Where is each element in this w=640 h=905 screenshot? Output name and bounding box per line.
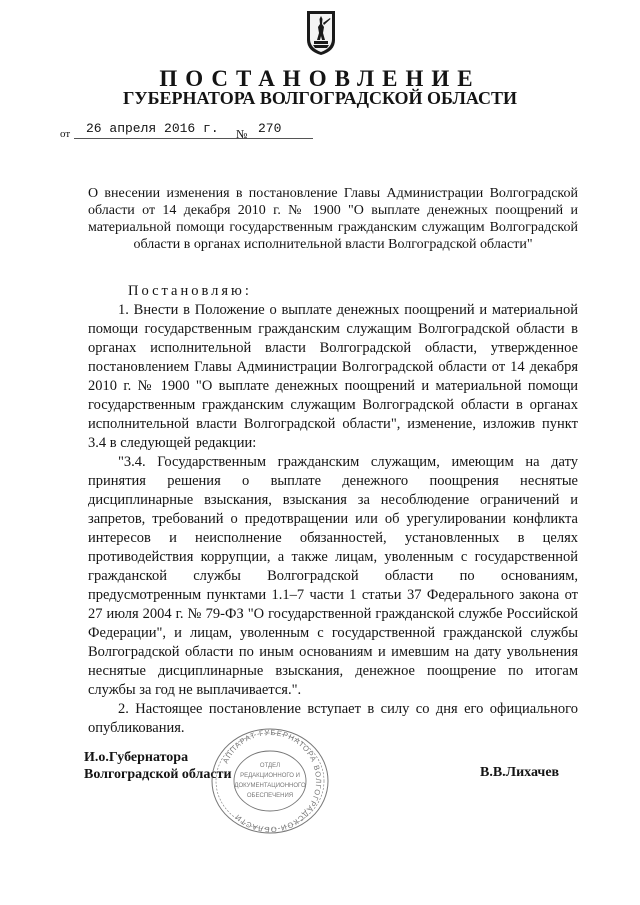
- resolve-heading: Постановляю:: [128, 283, 252, 299]
- paragraph-item-1: 1. Внести в Положение о выплате денежных поощрений и материальной помощи государственным гражданским служащим Волгоградской области в органах исполнительной власти Волгоградской области, утвержденное постановлением Главы Администрации Волгоградской области от 14 декабря 2010 г. № 1900 "О выплате денежных поощрений и материальной помощи государственным гражданским служащим Волгоградской области в органах исполнительной власти Волгоградской области", изменение, изложив пункт 3.4 в следующей редакции:: [88, 302, 578, 451]
- number-sign: №: [236, 127, 248, 141]
- document-issuer: ГУБЕРНАТОРА ВОЛГОГРАДСКОЙ ОБЛАСТИ: [122, 88, 518, 108]
- registration-line: [60, 121, 360, 143]
- office-stamp-icon: [205, 726, 335, 836]
- document-number: 270: [258, 121, 282, 136]
- document-date: 26 апреля 2016 г.: [86, 121, 219, 136]
- signatory-position-line-1: И.о.Губернатора: [84, 750, 189, 765]
- signatory-name: В.В.Лихачев: [480, 765, 560, 780]
- paragraph-quote-3-4: "3.4. Государственным гражданским служащим, имеющим на дату принятия решения о выплате денежного поощрения неснятые дисциплинарные взыскания, взыскания за несоблюдение ограничений и запретов, требований о предотвращении или об урегулировании конфликта интересов и неисполнение обязанностей, установленных в целях противодействия коррупции, а также лицам, уволенным с государственной гражданской службы Волгоградской области по основаниям, предусмотренным пунктами 1.1–7 части 1 статьи 37 Федерального закона от 27 июля 2004 г. № 79-ФЗ "О государственной гражданской службе Российской Федерации", и лицам, уволенным с государственной гражданской службы Волгоградской области по иным основаниям и имевшим на дату увольнения неснятые дисциплинарные взыскания, денежное поощрение по итогам службы за год не выплачивается.".: [88, 454, 578, 698]
- signatory-position-line-2: Волгоградской области: [84, 767, 232, 782]
- stamp-center-line-2: РЕДАКЦИОННОГО И: [240, 773, 300, 779]
- volgograd-emblem-icon: [306, 10, 336, 56]
- date-prefix: от: [60, 128, 71, 140]
- stamp-ring-text: АППАРАТ ГУБЕРНАТОРА ВОЛГОГРАДСКОЙ ОБЛАСТИ: [220, 727, 324, 835]
- stamp-center-line-1: ОТДЕЛ: [259, 763, 281, 769]
- document-subject: О внесении изменения в постановление Главы Администрации Волгоградской области от 14 декабря 2010 г. № 1900 "О выплате денежных поощрений и материальной помощи государственным гражданским служащим Волгоградской области в органах исполнительной власти Волгоградской области": [88, 186, 578, 252]
- stamp-center-line-4: ОБЕСПЕЧЕНИЯ: [246, 793, 294, 799]
- document-title: ПОСТАНОВЛЕНИЕ: [159, 66, 481, 91]
- number-underline: [251, 138, 313, 139]
- stamp-center-line-3: ДОКУМЕНТАЦИОННОГО: [234, 783, 306, 789]
- document-body: [88, 282, 578, 738]
- svg-text:АППАРАТ ГУБЕРНАТОРА ВОЛГОГРАДС: [221, 728, 323, 834]
- paragraph-item-2: 2. Настоящее постановление вступает в силу со дня его официального опубликования.: [88, 701, 578, 736]
